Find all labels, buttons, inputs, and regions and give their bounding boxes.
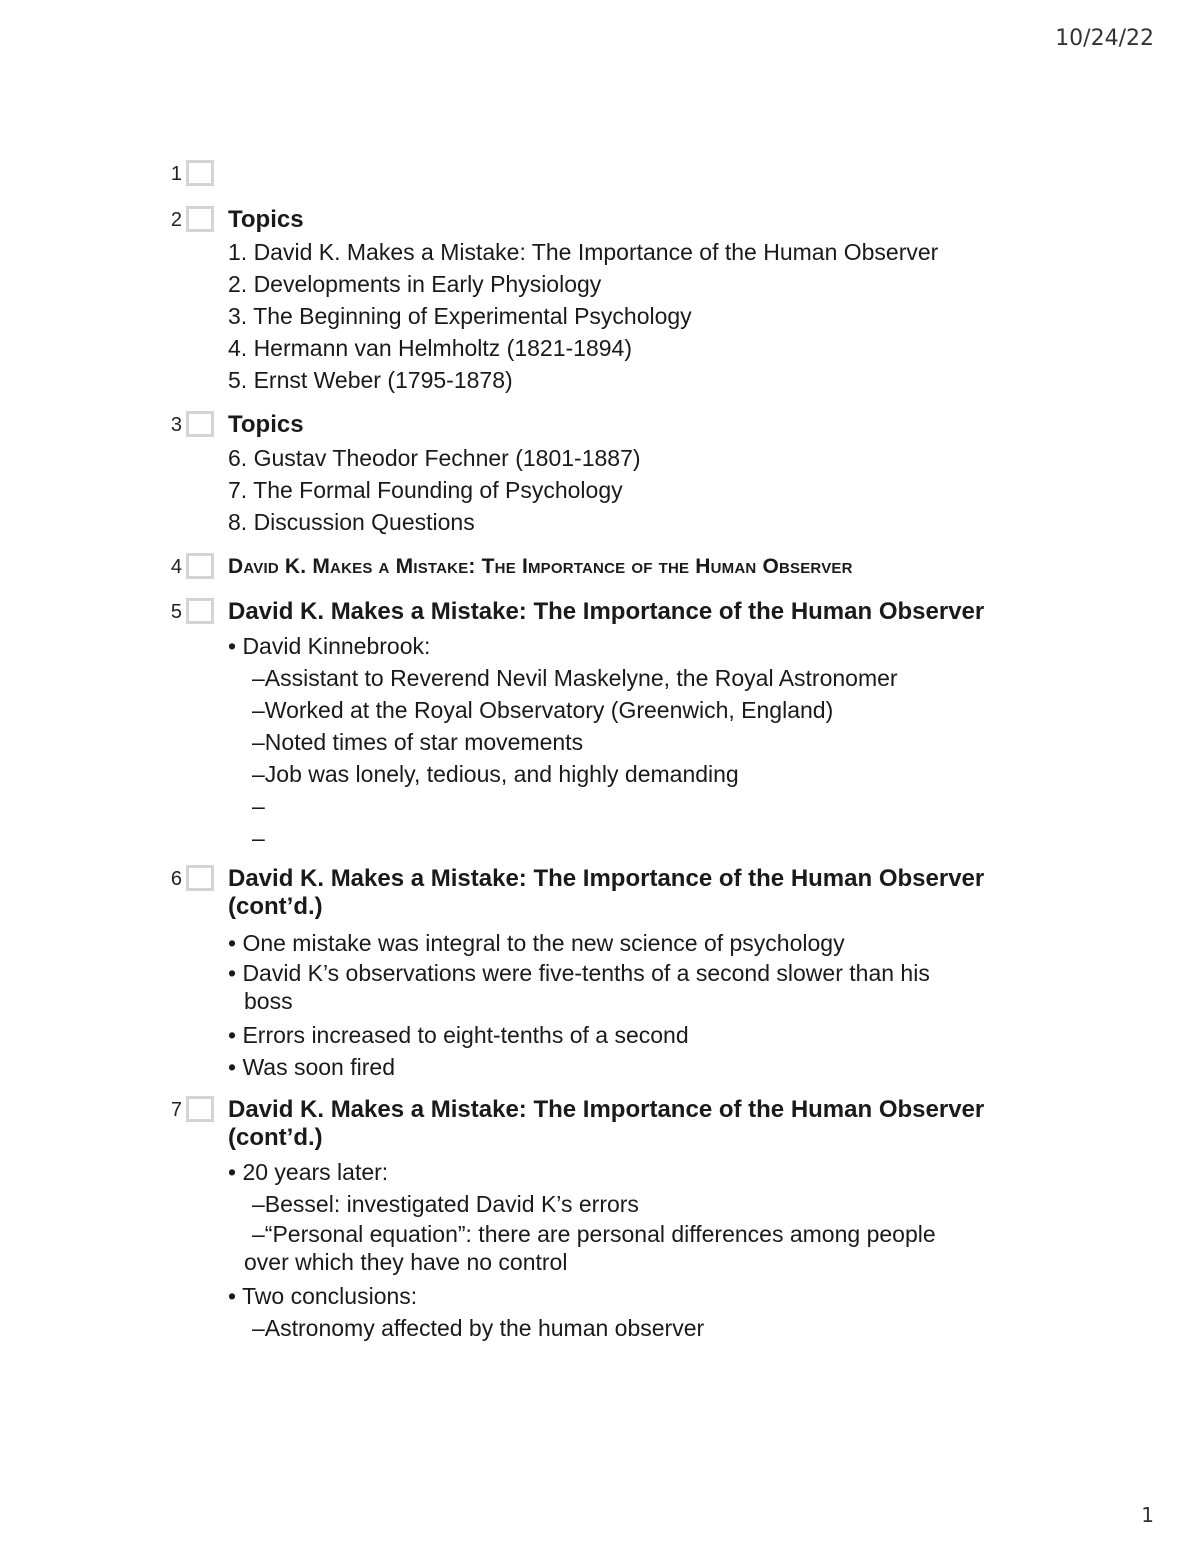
slide-thumbnail[interactable] bbox=[186, 598, 214, 624]
slide-title-cont: (cont’d.) bbox=[228, 893, 323, 920]
topic-item: 8. Discussion Questions bbox=[228, 509, 475, 535]
page-date: 10/24/22 bbox=[1055, 26, 1154, 51]
slide-title: David K. Makes a Mistake: The Importance of the Human Observer bbox=[228, 598, 985, 625]
sub-bullet-item: –Bessel: investigated David K’s errors bbox=[252, 1191, 639, 1217]
slide-title: David K. Makes a Mistake: The Importance of the Human Observer bbox=[228, 555, 853, 578]
slide-1 bbox=[166, 160, 1046, 190]
slide-thumbnail[interactable] bbox=[186, 865, 214, 891]
slide-thumbnail[interactable] bbox=[186, 411, 214, 437]
slide-number: 3 bbox=[170, 414, 182, 436]
slide-7 bbox=[166, 1096, 1046, 1341]
slide-number: 2 bbox=[170, 209, 182, 231]
slide-number: 5 bbox=[170, 601, 182, 623]
bullet-item: • 20 years later: bbox=[228, 1159, 389, 1185]
slide-4 bbox=[166, 553, 1046, 583]
slide-thumbnail[interactable] bbox=[186, 1096, 214, 1122]
sub-bullet-item: –Noted times of star movements bbox=[252, 729, 584, 755]
bullet-item: • David K’s observations were five-tenths of a second slower than his bbox=[228, 960, 930, 986]
slide-thumbnail[interactable] bbox=[186, 160, 214, 186]
slide-title: David K. Makes a Mistake: The Importance of the Human Observer bbox=[228, 1096, 985, 1123]
sub-bullet-item: –Astronomy affected by the human observer bbox=[252, 1315, 705, 1341]
topic-item: 5. Ernst Weber (1795-1878) bbox=[228, 367, 513, 393]
bullet-item: • Was soon fired bbox=[228, 1054, 395, 1080]
bullet-item-cont: boss bbox=[244, 988, 293, 1014]
bullet-item: • Errors increased to eight-tenths of a second bbox=[228, 1022, 689, 1048]
slide-title: Topics bbox=[228, 411, 304, 438]
topic-item: 2. Developments in Early Physiology bbox=[228, 271, 602, 297]
topic-item: 1. David K. Makes a Mistake: The Importance of the Human Observer bbox=[228, 239, 939, 265]
bullet-item: • One mistake was integral to the new science of psychology bbox=[228, 930, 845, 956]
slide-6 bbox=[166, 865, 1046, 1080]
sub-bullet-item-cont: over which they have no control bbox=[244, 1249, 568, 1275]
bullet-item: • Two conclusions: bbox=[228, 1283, 418, 1309]
bullet-item: • David Kinnebrook: bbox=[228, 633, 431, 659]
sub-bullet-item: –Worked at the Royal Observatory (Greenwich, England) bbox=[252, 697, 834, 723]
sub-bullet-item: –Assistant to Reverend Nevil Maskelyne, the Royal Astronomer bbox=[252, 665, 898, 691]
slide-number: 4 bbox=[170, 556, 182, 578]
topic-item: 6. Gustav Theodor Fechner (1801-1887) bbox=[228, 445, 641, 471]
topic-item: 4. Hermann van Helmholtz (1821-1894) bbox=[228, 335, 632, 361]
slide-title: Topics bbox=[228, 206, 304, 233]
slide-2 bbox=[166, 206, 1046, 393]
slide-thumbnail[interactable] bbox=[186, 206, 214, 232]
sub-bullet-item: –Job was lonely, tedious, and highly demanding bbox=[252, 761, 739, 787]
sub-bullet-item: –“Personal equation”: there are personal differences among people bbox=[252, 1221, 936, 1247]
slide-number: 1 bbox=[170, 163, 182, 185]
slide-3 bbox=[166, 411, 1046, 535]
sub-bullet-item: – bbox=[252, 793, 265, 819]
page-number: 1 bbox=[1141, 1503, 1154, 1527]
slide-number: 7 bbox=[170, 1099, 182, 1121]
slide-number: 6 bbox=[170, 868, 182, 890]
topic-item: 3. The Beginning of Experimental Psychology bbox=[228, 303, 692, 329]
sub-bullet-item: – bbox=[252, 825, 265, 851]
topic-item: 7. The Formal Founding of Psychology bbox=[228, 477, 623, 503]
slide-5 bbox=[166, 598, 1046, 851]
slide-title-cont: (cont’d.) bbox=[228, 1124, 323, 1151]
slide-thumbnail[interactable] bbox=[186, 553, 214, 579]
slide-title: David K. Makes a Mistake: The Importance of the Human Observer bbox=[228, 865, 985, 892]
